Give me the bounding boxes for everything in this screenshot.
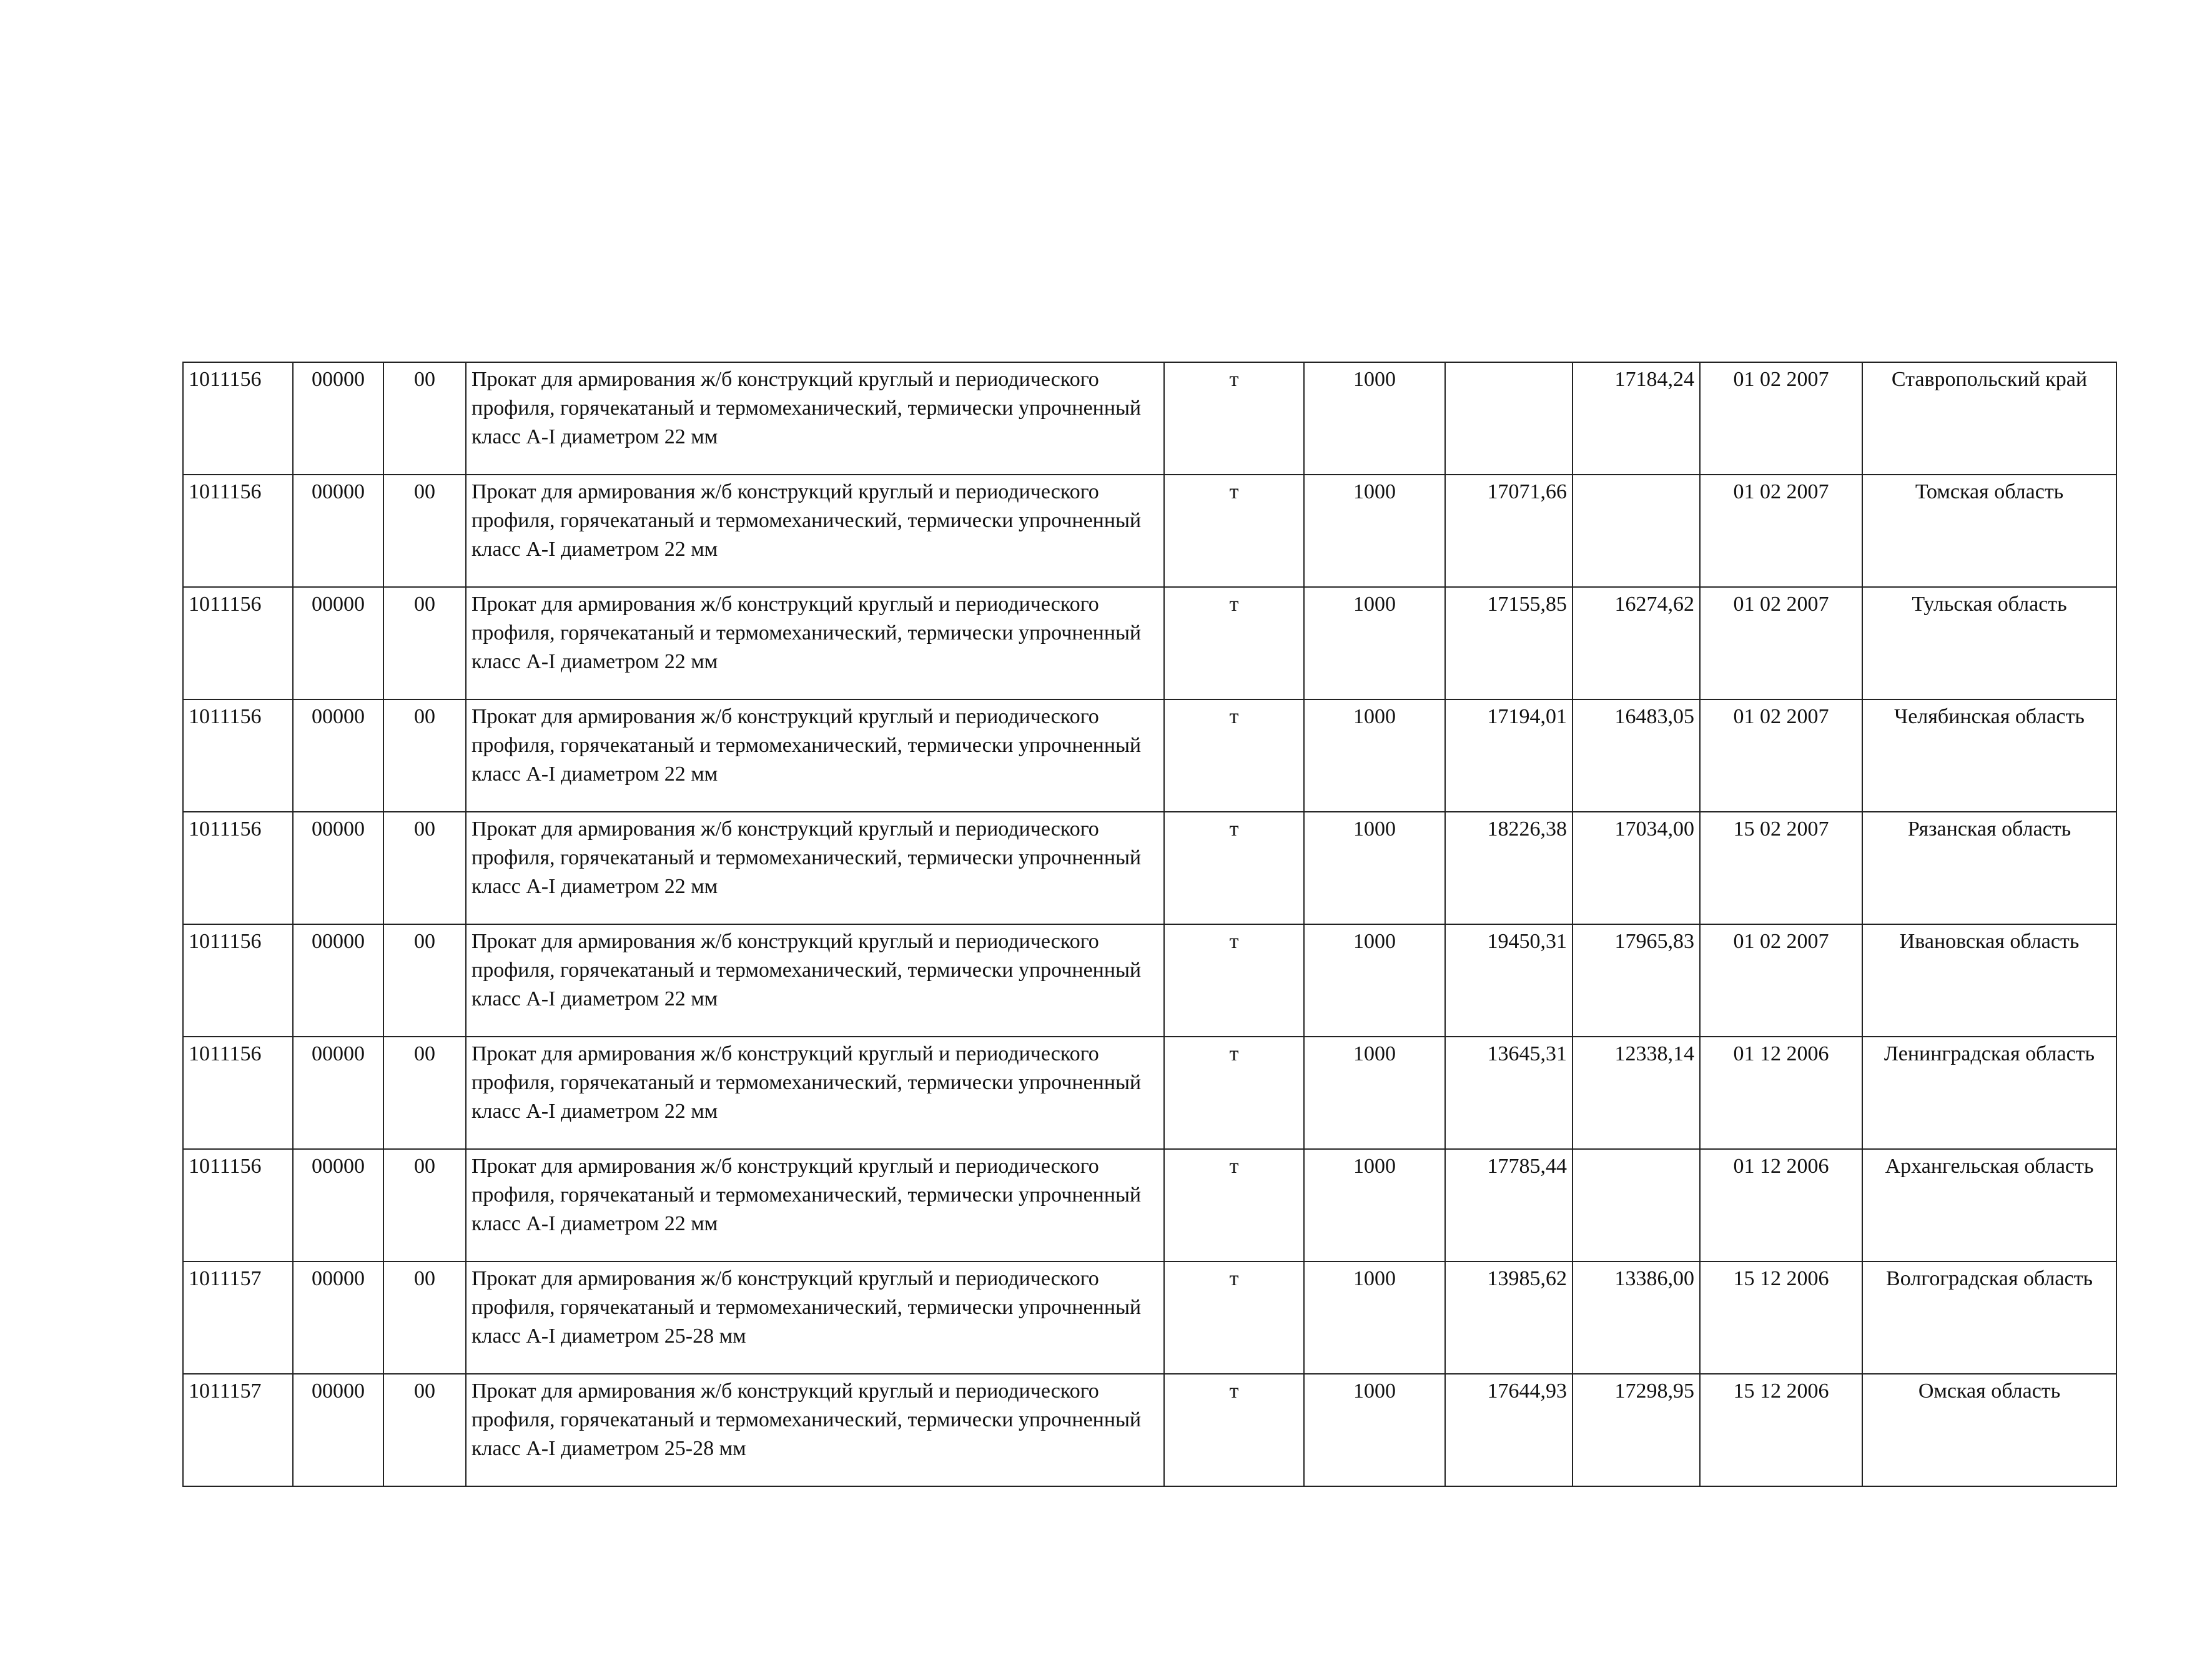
price-with-vat-cell: 19450,31 <box>1445 924 1573 1037</box>
price-without-vat-cell: 17965,83 <box>1573 924 1700 1037</box>
sub-code-cell: 00000 <box>293 812 383 924</box>
date-cell: 01 12 2006 <box>1700 1149 1862 1261</box>
price-with-vat-cell: 17194,01 <box>1445 699 1573 812</box>
description-cell: Прокат для армирования ж/б конструкций круглый и периодического профиля, горячекатаный и термомеханический, термически упрочненный класс А-I диаметром 22 мм <box>466 475 1164 587</box>
version-cell: 00 <box>383 587 466 699</box>
item-code-cell: 1011156 <box>183 362 293 475</box>
sub-code-cell: 00000 <box>293 1149 383 1261</box>
unit-cell: т <box>1164 1374 1304 1486</box>
item-code-cell: 1011156 <box>183 924 293 1037</box>
version-cell: 00 <box>383 1037 466 1149</box>
price-with-vat-cell: 13645,31 <box>1445 1037 1573 1149</box>
unit-cell: т <box>1164 699 1304 812</box>
version-cell: 00 <box>383 362 466 475</box>
region-cell: Архангельская область <box>1862 1149 2116 1261</box>
quantity-cell: 1000 <box>1304 1374 1445 1486</box>
table-row <box>183 587 2116 699</box>
description-cell: Прокат для армирования ж/б конструкций круглый и периодического профиля, горячекатаный и термомеханический, термически упрочненный класс А-I диаметром 22 мм <box>466 812 1164 924</box>
version-cell: 00 <box>383 1261 466 1374</box>
table-row <box>183 1374 2116 1486</box>
table-row <box>183 475 2116 587</box>
unit-cell: т <box>1164 475 1304 587</box>
quantity-cell: 1000 <box>1304 1037 1445 1149</box>
table-row <box>183 812 2116 924</box>
quantity-cell: 1000 <box>1304 812 1445 924</box>
price-with-vat-cell: 17071,66 <box>1445 475 1573 587</box>
price-with-vat-cell: 17155,85 <box>1445 587 1573 699</box>
quantity-cell: 1000 <box>1304 475 1445 587</box>
unit-cell: т <box>1164 924 1304 1037</box>
version-cell: 00 <box>383 1149 466 1261</box>
price-with-vat-cell: 18226,38 <box>1445 812 1573 924</box>
version-cell: 00 <box>383 475 466 587</box>
quantity-cell: 1000 <box>1304 699 1445 812</box>
date-cell: 15 12 2006 <box>1700 1261 1862 1374</box>
description-cell: Прокат для армирования ж/б конструкций круглый и периодического профиля, горячекатаный и термомеханический, термически упрочненный класс А-I диаметром 25-28 мм <box>466 1261 1164 1374</box>
price-without-vat-cell: 17034,00 <box>1573 812 1700 924</box>
date-cell: 01 02 2007 <box>1700 362 1862 475</box>
region-cell: Рязанская область <box>1862 812 2116 924</box>
price-with-vat-cell: 17785,44 <box>1445 1149 1573 1261</box>
table-row <box>183 1261 2116 1374</box>
quantity-cell: 1000 <box>1304 587 1445 699</box>
quantity-cell: 1000 <box>1304 362 1445 475</box>
item-code-cell: 1011156 <box>183 475 293 587</box>
description-cell: Прокат для армирования ж/б конструкций круглый и периодического профиля, горячекатаный и термомеханический, термически упрочненный класс А-I диаметром 25-28 мм <box>466 1374 1164 1486</box>
price-without-vat-cell <box>1573 475 1700 587</box>
region-cell: Омская область <box>1862 1374 2116 1486</box>
sub-code-cell: 00000 <box>293 1261 383 1374</box>
price-without-vat-cell: 13386,00 <box>1573 1261 1700 1374</box>
region-cell: Тульская область <box>1862 587 2116 699</box>
unit-cell: т <box>1164 1261 1304 1374</box>
unit-cell: т <box>1164 587 1304 699</box>
date-cell: 01 02 2007 <box>1700 475 1862 587</box>
region-cell: Ивановская область <box>1862 924 2116 1037</box>
region-cell: Челябинская область <box>1862 699 2116 812</box>
region-cell: Ставропольский край <box>1862 362 2116 475</box>
quantity-cell: 1000 <box>1304 924 1445 1037</box>
sub-code-cell: 00000 <box>293 1037 383 1149</box>
region-cell: Томская область <box>1862 475 2116 587</box>
sub-code-cell: 00000 <box>293 699 383 812</box>
item-code-cell: 1011156 <box>183 699 293 812</box>
sub-code-cell: 00000 <box>293 362 383 475</box>
item-code-cell: 1011156 <box>183 587 293 699</box>
description-cell: Прокат для армирования ж/б конструкций круглый и периодического профиля, горячекатаный и термомеханический, термически упрочненный класс А-I диаметром 22 мм <box>466 1037 1164 1149</box>
sub-code-cell: 00000 <box>293 1374 383 1486</box>
region-cell: Ленинградская область <box>1862 1037 2116 1149</box>
price-without-vat-cell: 17184,24 <box>1573 362 1700 475</box>
description-cell: Прокат для армирования ж/б конструкций круглый и периодического профиля, горячекатаный и термомеханический, термически упрочненный класс А-I диаметром 22 мм <box>466 587 1164 699</box>
item-code-cell: 1011157 <box>183 1261 293 1374</box>
item-code-cell: 1011157 <box>183 1374 293 1486</box>
version-cell: 00 <box>383 699 466 812</box>
sub-code-cell: 00000 <box>293 587 383 699</box>
date-cell: 01 02 2007 <box>1700 699 1862 812</box>
description-cell: Прокат для армирования ж/б конструкций круглый и периодического профиля, горячекатаный и термомеханический, термически упрочненный класс А-I диаметром 22 мм <box>466 924 1164 1037</box>
table-row <box>183 924 2116 1037</box>
item-code-cell: 1011156 <box>183 1037 293 1149</box>
table-row <box>183 362 2116 475</box>
region-cell: Волгоградская область <box>1862 1261 2116 1374</box>
date-cell: 01 02 2007 <box>1700 924 1862 1037</box>
sub-code-cell: 00000 <box>293 924 383 1037</box>
description-cell: Прокат для армирования ж/б конструкций круглый и периодического профиля, горячекатаный и термомеханический, термически упрочненный класс А-I диаметром 22 мм <box>466 362 1164 475</box>
quantity-cell: 1000 <box>1304 1149 1445 1261</box>
unit-cell: т <box>1164 1149 1304 1261</box>
table-row <box>183 1149 2116 1261</box>
unit-cell: т <box>1164 812 1304 924</box>
table-row <box>183 699 2116 812</box>
quantity-cell: 1000 <box>1304 1261 1445 1374</box>
date-cell: 15 02 2007 <box>1700 812 1862 924</box>
description-cell: Прокат для армирования ж/б конструкций круглый и периодического профиля, горячекатаный и термомеханический, термически упрочненный класс А-I диаметром 22 мм <box>466 699 1164 812</box>
price-without-vat-cell: 16274,62 <box>1573 587 1700 699</box>
date-cell: 01 02 2007 <box>1700 587 1862 699</box>
table-row <box>183 1037 2116 1149</box>
unit-cell: т <box>1164 1037 1304 1149</box>
sub-code-cell: 00000 <box>293 475 383 587</box>
version-cell: 00 <box>383 1374 466 1486</box>
price-with-vat-cell <box>1445 362 1573 475</box>
price-with-vat-cell: 13985,62 <box>1445 1261 1573 1374</box>
price-without-vat-cell <box>1573 1149 1700 1261</box>
description-cell: Прокат для армирования ж/б конструкций круглый и периодического профиля, горячекатаный и термомеханический, термически упрочненный класс А-I диаметром 22 мм <box>466 1149 1164 1261</box>
price-with-vat-cell: 17644,93 <box>1445 1374 1573 1486</box>
item-code-cell: 1011156 <box>183 1149 293 1261</box>
version-cell: 00 <box>383 924 466 1037</box>
price-without-vat-cell: 12338,14 <box>1573 1037 1700 1149</box>
price-without-vat-cell: 17298,95 <box>1573 1374 1700 1486</box>
price-without-vat-cell: 16483,05 <box>1573 699 1700 812</box>
version-cell: 00 <box>383 812 466 924</box>
item-code-cell: 1011156 <box>183 812 293 924</box>
date-cell: 15 12 2006 <box>1700 1374 1862 1486</box>
date-cell: 01 12 2006 <box>1700 1037 1862 1149</box>
unit-cell: т <box>1164 362 1304 475</box>
price-table <box>182 362 2117 1487</box>
